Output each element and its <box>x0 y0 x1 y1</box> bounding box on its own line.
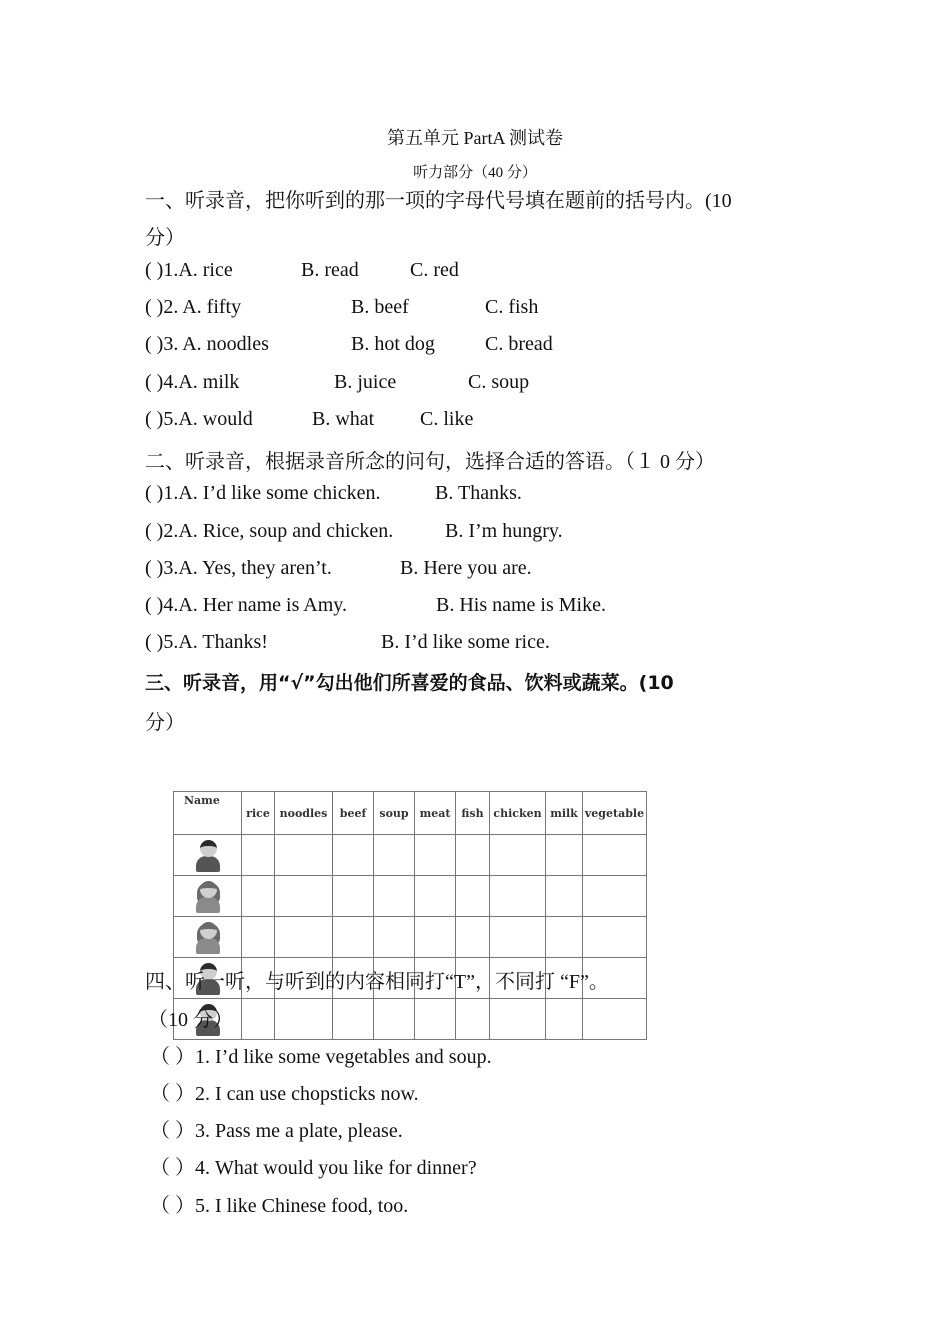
girl-avatar <box>193 878 223 914</box>
col-header-chicken: chicken <box>490 792 546 835</box>
listening-subtitle: 听力部分（40 分） <box>413 165 537 181</box>
s2-q4-a: ( )4.A. Her name is Amy. <box>145 594 347 616</box>
check-cell[interactable] <box>546 876 583 917</box>
check-cell[interactable] <box>374 835 415 876</box>
kid-avatar-cell <box>174 835 242 876</box>
check-cell[interactable] <box>583 876 647 917</box>
check-cell[interactable] <box>456 917 490 958</box>
check-cell[interactable] <box>242 876 275 917</box>
girl-avatar <box>193 919 223 955</box>
col-header-beef: beef <box>333 792 374 835</box>
check-cell[interactable] <box>490 917 546 958</box>
s2-q3-a: ( )3.A. Yes, they aren’t. <box>145 557 332 579</box>
check-cell[interactable] <box>275 999 333 1040</box>
s1-q5-b: B. what <box>312 408 375 430</box>
check-cell[interactable] <box>275 876 333 917</box>
check-cell[interactable] <box>583 999 647 1040</box>
check-cell[interactable] <box>456 999 490 1040</box>
check-cell[interactable] <box>415 876 456 917</box>
section4-heading: 四、听一听，与听到的内容相同打“T”，不同打 “F”。 <box>145 971 609 993</box>
kid-avatar-cell <box>174 876 242 917</box>
s1-q4-c: C. soup <box>468 371 530 393</box>
s4-statement-5: （ ）5. I like Chinese food, too. <box>150 1195 409 1217</box>
s1-q4-a: ( )4.A. milk <box>145 371 240 393</box>
s4-statement-1: （ ）1. I’d like some vegetables and soup. <box>150 1046 492 1068</box>
s1-q2-b: B. beef <box>351 296 409 318</box>
table-header-row <box>174 792 647 835</box>
s2-q1-b: B. Thanks. <box>435 482 522 504</box>
check-cell[interactable] <box>242 917 275 958</box>
section3-heading-cont: 分） <box>145 712 185 734</box>
check-cell[interactable] <box>415 917 456 958</box>
check-cell[interactable] <box>415 835 456 876</box>
check-cell[interactable] <box>583 835 647 876</box>
check-cell[interactable] <box>374 917 415 958</box>
s1-q1-b: B. read <box>301 259 359 281</box>
s2-q3-b: B. Here you are. <box>400 557 532 579</box>
check-cell[interactable] <box>275 835 333 876</box>
s1-q3-a: ( )3. A. noodles <box>145 333 269 355</box>
section1-heading-cont: 分） <box>145 227 185 249</box>
s4-statement-3: （ ）3. Pass me a plate, please. <box>150 1120 403 1142</box>
col-header-milk: milk <box>546 792 583 835</box>
check-cell[interactable] <box>546 999 583 1040</box>
s1-q4-b: B. juice <box>334 371 397 393</box>
check-cell[interactable] <box>275 917 333 958</box>
s1-q2-a: ( )2. A. fifty <box>145 296 242 318</box>
table-row <box>174 876 647 917</box>
section1-heading: 一、听录音，把你听到的那一项的字母代号填在题前的括号内。(10 <box>145 190 732 212</box>
table-row <box>174 835 647 876</box>
s1-q3-b: B. hot dog <box>351 333 435 355</box>
check-cell[interactable] <box>490 835 546 876</box>
kid-avatar-cell <box>174 917 242 958</box>
check-cell[interactable] <box>456 876 490 917</box>
s2-q2-b: B. I’m hungry. <box>445 520 563 542</box>
table-row <box>174 917 647 958</box>
col-header-meat: meat <box>415 792 456 835</box>
table-row <box>174 999 647 1040</box>
col-header-noodles: noodles <box>275 792 333 835</box>
check-cell[interactable] <box>333 835 374 876</box>
s1-q5-c: C. like <box>420 408 474 430</box>
check-cell[interactable] <box>546 835 583 876</box>
check-cell[interactable] <box>333 876 374 917</box>
col-header-rice: rice <box>242 792 275 835</box>
s1-q5-a: ( )5.A. would <box>145 408 253 430</box>
boy-avatar <box>193 837 223 873</box>
check-cell[interactable] <box>415 999 456 1040</box>
check-cell[interactable] <box>333 917 374 958</box>
s2-q5-b: B. I’d like some rice. <box>381 631 550 653</box>
check-cell[interactable] <box>242 999 275 1040</box>
s2-q2-a: ( )2.A. Rice, soup and chicken. <box>145 520 394 542</box>
s1-q2-c: C. fish <box>485 296 539 318</box>
check-cell[interactable] <box>583 917 647 958</box>
col-header-fish: fish <box>456 792 490 835</box>
col-header-name: Name <box>174 792 242 835</box>
s1-q3-c: C. bread <box>485 333 553 355</box>
check-cell[interactable] <box>490 999 546 1040</box>
check-cell[interactable] <box>546 917 583 958</box>
food-preference-table <box>173 791 647 1040</box>
check-cell[interactable] <box>333 999 374 1040</box>
col-header-soup: soup <box>374 792 415 835</box>
check-cell[interactable] <box>242 835 275 876</box>
col-header-vegetable: vegetable <box>583 792 647 835</box>
check-cell[interactable] <box>374 999 415 1040</box>
s1-q1-a: ( )1.A. rice <box>145 259 233 281</box>
section2-heading: 二、听录音，根据录音所念的问句，选择合适的答语。（１ 0 分） <box>145 451 715 473</box>
s2-q4-b: B. His name is Mike. <box>436 594 606 616</box>
page-title: 第五单元 PartA 测试卷 <box>386 128 563 148</box>
check-cell[interactable] <box>490 876 546 917</box>
check-cell[interactable] <box>456 835 490 876</box>
s1-q1-c: C. red <box>410 259 459 281</box>
s2-q5-a: ( )5.A. Thanks! <box>145 631 268 653</box>
check-cell[interactable] <box>374 876 415 917</box>
s4-statement-2: （ ）2. I can use chopsticks now. <box>150 1083 419 1105</box>
section4-heading-cont: （10 分） <box>148 1009 233 1031</box>
s2-q1-a: ( )1.A. I’d like some chicken. <box>145 482 381 504</box>
section3-heading: 三、听录音，用“√”勾出他们所喜爱的食品、饮料或蔬菜。(10 <box>145 672 674 694</box>
s4-statement-4: （ ）4. What would you like for dinner? <box>150 1157 477 1179</box>
